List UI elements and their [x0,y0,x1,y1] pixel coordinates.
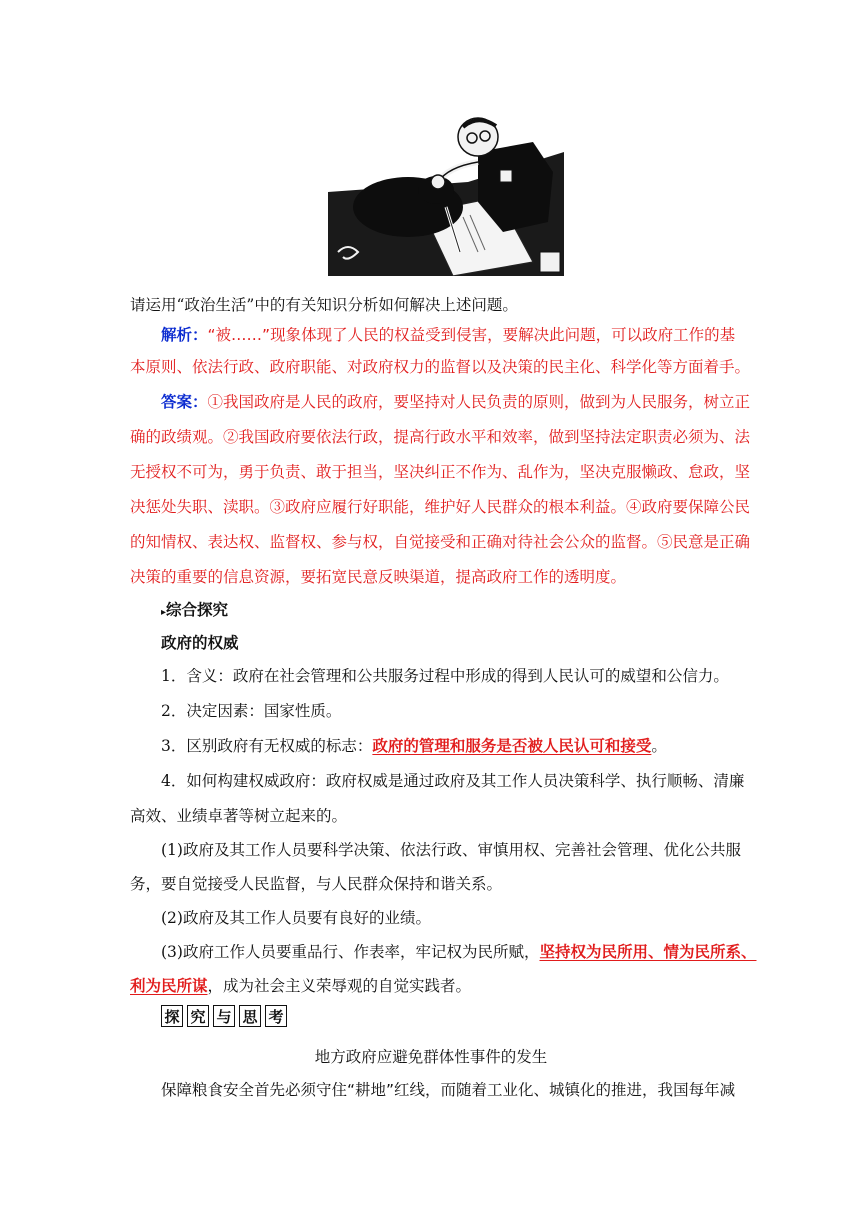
question-text: 请运用“政治生活”中的有关知识分析如何解决上述问题。 [130,296,518,314]
item-3: 3．区别政府有无权威的标志：政府的管理和服务是否被人民认可和接受。 [161,736,667,755]
cartoon-drawing [328,112,564,276]
box-char: 与 [213,1005,235,1027]
answer-label: 答案： [161,392,208,411]
answer-line-3: 无授权不可为，勇于负责、敢于担当，坚决纠正不作为、乱作为，坚决克服懒政、怠政，坚 [130,463,751,481]
explore-think-boxes [161,1005,287,1027]
section-heading: ▸综合探究 [161,600,229,619]
analysis-line-1: 解析：“被……”现象体现了人民的权益受到侵害，要解决此问题，可以政府工作的基 [161,325,736,344]
box-char: 探 [161,1005,183,1027]
answer-line-4: 决惩处失职、渎职。③政府应履行好职能，维护好人民群众的根本利益。④政府要保障公民 [130,498,751,516]
sub-3-line-1: (3)政府工作人员要重品行、作表率，牢记权为民所赋，坚持权为民所用、情为民所系、 [161,942,757,961]
item-4-line-2: 高效、业绩卓著等树立起来的。 [130,807,348,825]
section-topic: 政府的权威 [161,633,239,652]
sub-1-line-2: 务，要自觉接受人民监督，与人民群众保持和谐关系。 [130,875,503,893]
item-4-line-1: 4．如何构建权威政府：政府权威是通过政府及其工作人员决策科学、执行顺畅、清廉 [161,772,745,790]
answer-line-5: 的知情权、表达权、监督权、参与权，自觉接受和正确对待社会公众的监督。⑤民意是正确 [130,533,751,551]
sub-1-line-1: (1)政府及其工作人员要科学决策、依法行政、审慎用权、完善社会管理、优化公共服 [161,841,741,859]
answer-line-2: 确的政绩观。②我国政府要依法行政，提高行政水平和效率，做到坚持法定职责必须为、法 [130,428,751,446]
sub-3-line-2: 利为民所谋，成为社会主义荣辱观的自觉实践者。 [130,976,472,995]
box-char: 思 [239,1005,261,1027]
explore-body: 保障粮食安全首先必须守住“耕地”红线，而随着工业化、城镇化的推进，我国每年减 [161,1081,736,1099]
section-marker: ▸ [161,607,167,618]
sub-2: (2)政府及其工作人员要有良好的业绩。 [161,909,431,927]
box-char: 考 [265,1005,287,1027]
box-char: 究 [187,1005,209,1027]
document-page [130,0,757,1216]
analysis-line-2: 本原则、依法行政、政府职能、对政府权力的监督以及决策的民主化、科学化等方面着手。 [130,358,751,376]
item-1: 1．含义：政府在社会管理和公共服务过程中形成的得到人民认可的威望和公信力。 [161,667,729,685]
analysis-label: 解析： [161,325,208,344]
answer-line-6: 决策的重要的信息资源，要拓宽民意反映渠道，提高政府工作的透明度。 [130,568,627,586]
answer-line-1: 答案：①我国政府是人民的政府，要坚持对人民负责的原则，做到为人民服务，树立正 [161,392,751,411]
item-2: 2．决定因素：国家性质。 [161,702,342,720]
cartoon-illustration [328,112,564,276]
explore-title: 地方政府应避免群体性事件的发生 [314,1048,548,1066]
